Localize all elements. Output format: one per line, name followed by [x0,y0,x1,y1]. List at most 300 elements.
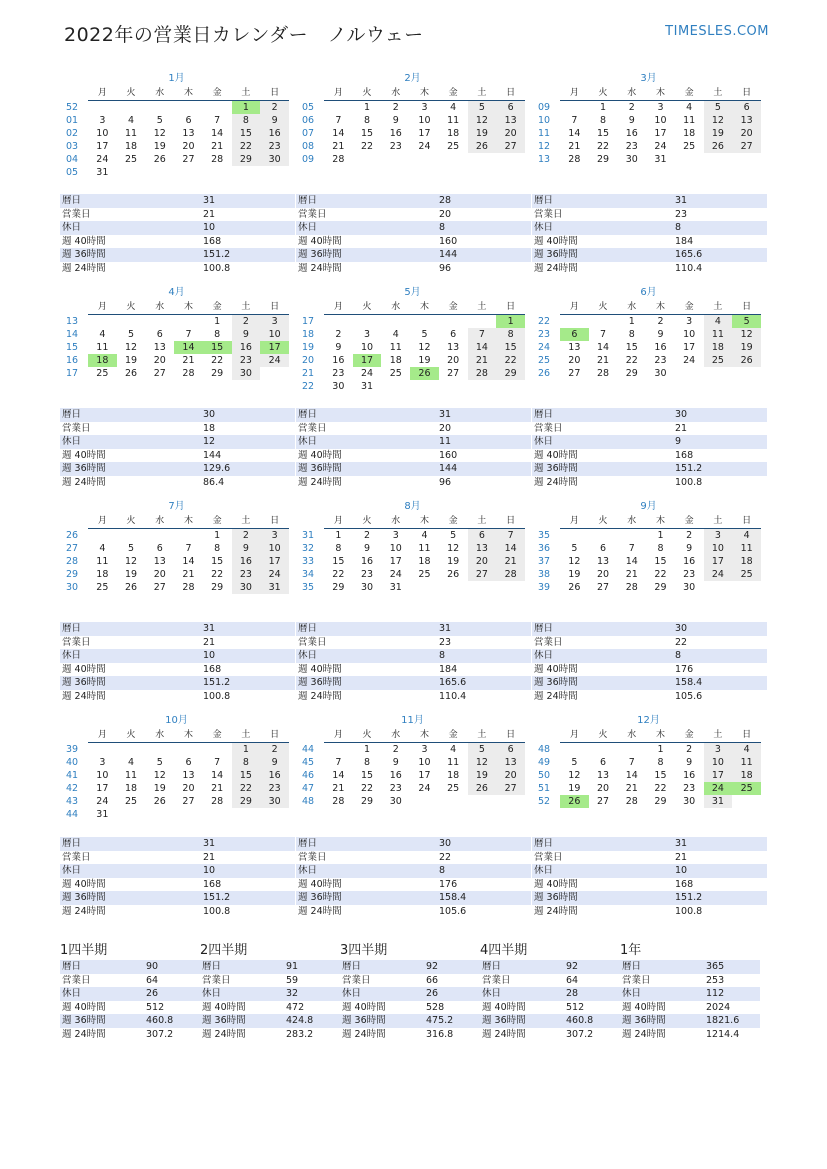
day-cell[interactable]: 3 [260,315,289,329]
day-cell[interactable]: 22 [654,783,667,794]
day-cell[interactable]: 15 [496,341,525,354]
day-cell[interactable]: 3 [421,744,428,755]
day-cell[interactable]: 4 [128,115,135,126]
day-cell[interactable]: 28 [597,368,610,379]
day-cell[interactable]: 25 [96,368,109,379]
day-cell[interactable]: 4 [128,757,135,768]
day-cell[interactable]: 27 [597,582,610,593]
day-cell[interactable]: 29 [232,153,261,166]
day-cell[interactable]: 21 [211,141,224,152]
day-cell[interactable]: 29 [597,154,610,165]
day-cell[interactable]: 25 [704,354,733,367]
day-cell[interactable]: 20 [153,569,166,580]
day-cell[interactable]: 11 [125,128,138,139]
day-cell[interactable]: 19 [125,355,138,366]
day-cell[interactable]: 19 [468,769,497,782]
day-cell[interactable]: 18 [96,569,109,580]
day-cell[interactable]: 13 [182,128,195,139]
day-cell[interactable]: 9 [232,542,261,555]
day-cell[interactable]: 6 [468,529,497,543]
day-cell[interactable]: 31 [96,809,109,820]
day-cell[interactable]: 16 [654,342,667,353]
day-cell[interactable]: 17 [704,769,733,782]
day-cell[interactable]: 11 [704,328,733,341]
day-cell[interactable]: 14 [625,556,638,567]
day-cell[interactable]: 16 [260,769,289,782]
day-cell[interactable]: 12 [468,114,497,127]
day-cell[interactable]: 25 [125,154,138,165]
day-cell[interactable]: 15 [597,128,610,139]
day-cell[interactable]: 8 [657,543,664,554]
day-cell[interactable]: 1 [364,744,371,755]
day-cell[interactable]: 16 [332,355,345,366]
day-cell[interactable]: 13 [732,114,761,127]
day-cell[interactable]: 28 [625,582,638,593]
day-cell[interactable]: 20 [568,355,581,366]
day-cell[interactable]: 23 [389,141,402,152]
day-cell[interactable]: 6 [450,329,457,340]
day-cell[interactable]: 13 [182,770,195,781]
day-cell[interactable]: 5 [704,101,733,115]
day-cell[interactable]: 6 [732,101,761,115]
day-cell[interactable]: 5 [571,757,578,768]
day-cell[interactable]: 3 [364,329,371,340]
day-cell[interactable]: 21 [182,569,195,580]
day-cell[interactable]: 14 [332,770,345,781]
day-cell[interactable]: 25 [418,569,431,580]
day-cell[interactable]: 4 [732,529,761,543]
day-cell[interactable]: 11 [732,756,761,769]
day-cell[interactable]: 9 [392,757,399,768]
day-cell[interactable]: 27 [447,368,460,379]
day-cell[interactable]: 8 [232,114,261,127]
day-cell[interactable]: 21 [568,141,581,152]
day-cell[interactable]: 1 [232,743,261,757]
day-cell[interactable]: 18 [389,355,402,366]
day-cell[interactable]: 22 [211,569,224,580]
day-cell[interactable]: 26 [125,582,138,593]
day-cell[interactable]: 14 [211,128,224,139]
day-cell[interactable]: 19 [418,355,431,366]
day-cell[interactable]: 5 [468,743,497,757]
day-cell[interactable]: 2 [657,316,664,327]
day-cell[interactable]: 4 [99,543,106,554]
day-cell[interactable]: 14 [211,770,224,781]
day-cell[interactable]: 22 [361,141,374,152]
day-cell[interactable]: 8 [496,328,525,341]
day-cell[interactable]: 27 [468,568,497,581]
day-cell[interactable]: 5 [156,115,163,126]
day-cell[interactable]: 31 [389,582,402,593]
day-cell[interactable]: 2 [392,744,399,755]
day-cell[interactable]: 13 [468,542,497,555]
day-cell[interactable]: 26 [568,582,581,593]
day-cell[interactable]: 1 [214,316,221,327]
day-cell[interactable]: 21 [182,355,195,366]
day-cell[interactable]: 24 [418,783,431,794]
day-cell[interactable]: 17 [389,556,402,567]
day-cell[interactable]: 10 [361,342,374,353]
day-cell[interactable]: 31 [96,167,109,178]
day-cell[interactable]: 23 [232,568,261,581]
day-cell[interactable]: 26 [447,569,460,580]
day-cell[interactable]: 30 [625,154,638,165]
day-cell[interactable]: 12 [153,770,166,781]
day-cell[interactable]: 30 [260,795,289,808]
day-cell[interactable]: 7 [214,757,221,768]
day-cell[interactable]: 22 [232,782,261,795]
day-cell[interactable]: 21 [597,355,610,366]
day-cell[interactable]: 17 [683,342,696,353]
day-cell[interactable]: 9 [232,328,261,341]
day-cell[interactable]: 30 [232,367,261,380]
day-cell[interactable]: 15 [361,770,374,781]
day-cell[interactable]: 1 [657,744,664,755]
day-cell[interactable]: 6 [496,101,525,115]
day-cell[interactable]: 26 [468,782,497,795]
day-cell[interactable]: 25 [732,782,761,795]
day-cell[interactable]: 23 [260,782,289,795]
day-cell[interactable]: 14 [182,556,195,567]
day-cell[interactable]: 10 [704,542,733,555]
day-cell[interactable]: 21 [332,783,345,794]
day-cell[interactable]: 7 [571,115,578,126]
day-cell[interactable]: 11 [125,770,138,781]
day-cell[interactable]: 12 [732,328,761,341]
day-cell[interactable]: 13 [568,342,581,353]
day-cell[interactable]: 4 [421,530,428,541]
day-cell[interactable]: 23 [683,783,696,794]
day-cell[interactable]: 1 [335,530,342,541]
day-cell[interactable]: 20 [597,569,610,580]
day-cell[interactable]: 6 [156,329,163,340]
day-cell[interactable]: 8 [364,115,371,126]
day-cell[interactable]: 2 [232,315,261,329]
day-cell[interactable]: 13 [597,556,610,567]
day-cell[interactable]: 20 [496,127,525,140]
day-cell[interactable]: 18 [704,341,733,354]
day-cell[interactable]: 17 [260,341,289,354]
day-cell[interactable]: 21 [332,141,345,152]
day-cell[interactable]: 10 [260,542,289,555]
day-cell[interactable]: 21 [625,569,638,580]
day-cell[interactable]: 20 [153,355,166,366]
day-cell[interactable]: 2 [232,529,261,543]
day-cell[interactable]: 18 [683,128,696,139]
day-cell[interactable]: 8 [214,543,221,554]
day-cell[interactable]: 8 [232,756,261,769]
day-cell[interactable]: 8 [600,115,607,126]
day-cell[interactable]: 14 [468,341,497,354]
day-cell[interactable]: 10 [260,328,289,341]
day-cell[interactable]: 11 [96,342,109,353]
day-cell[interactable]: 26 [410,367,439,380]
day-cell[interactable]: 6 [185,757,192,768]
day-cell[interactable]: 24 [96,154,109,165]
day-cell[interactable]: 10 [96,770,109,781]
day-cell[interactable]: 4 [686,102,693,113]
day-cell[interactable]: 10 [96,128,109,139]
day-cell[interactable]: 23 [625,141,638,152]
day-cell[interactable]: 14 [625,770,638,781]
day-cell[interactable]: 21 [625,783,638,794]
day-cell[interactable]: 9 [260,114,289,127]
day-cell[interactable]: 7 [468,328,497,341]
day-cell[interactable]: 3 [686,316,693,327]
day-cell[interactable]: 1 [657,530,664,541]
day-cell[interactable]: 7 [214,115,221,126]
day-cell[interactable]: 22 [625,355,638,366]
day-cell[interactable]: 11 [732,542,761,555]
day-cell[interactable]: 20 [468,555,497,568]
day-cell[interactable]: 17 [418,770,431,781]
day-cell[interactable]: 18 [447,128,460,139]
day-cell[interactable]: 18 [418,556,431,567]
day-cell[interactable]: 7 [600,329,607,340]
day-cell[interactable]: 27 [182,796,195,807]
day-cell[interactable]: 27 [153,582,166,593]
day-cell[interactable]: 16 [389,770,402,781]
day-cell[interactable]: 25 [683,141,696,152]
day-cell[interactable]: 12 [418,342,431,353]
day-cell[interactable]: 12 [568,770,581,781]
day-cell[interactable]: 2 [335,329,342,340]
day-cell[interactable]: 28 [625,796,638,807]
day-cell[interactable]: 27 [732,140,761,153]
day-cell[interactable]: 5 [156,757,163,768]
day-cell[interactable]: 3 [99,757,106,768]
day-cell[interactable]: 10 [704,756,733,769]
day-cell[interactable]: 25 [96,582,109,593]
day-cell[interactable]: 24 [389,569,402,580]
day-cell[interactable]: 10 [654,115,667,126]
day-cell[interactable]: 7 [335,757,342,768]
day-cell[interactable]: 13 [447,342,460,353]
day-cell[interactable]: 12 [468,756,497,769]
day-cell[interactable]: 19 [704,127,733,140]
day-cell[interactable]: 5 [421,329,428,340]
day-cell[interactable]: 18 [88,354,117,367]
day-cell[interactable]: 27 [182,154,195,165]
day-cell[interactable]: 24 [96,796,109,807]
day-cell[interactable]: 19 [125,569,138,580]
day-cell[interactable]: 9 [260,756,289,769]
day-cell[interactable]: 2 [364,530,371,541]
day-cell[interactable]: 27 [597,796,610,807]
day-cell[interactable]: 21 [211,783,224,794]
day-cell[interactable]: 6 [496,743,525,757]
day-cell[interactable]: 24 [704,568,733,581]
day-cell[interactable]: 29 [232,795,261,808]
day-cell[interactable]: 29 [654,796,667,807]
day-cell[interactable]: 16 [683,556,696,567]
day-cell[interactable]: 28 [182,582,195,593]
day-cell[interactable]: 7 [185,329,192,340]
day-cell[interactable]: 11 [389,342,402,353]
day-cell[interactable]: 23 [260,140,289,153]
day-cell[interactable]: 30 [260,153,289,166]
day-cell[interactable]: 8 [335,543,342,554]
day-cell[interactable]: 31 [654,154,667,165]
day-cell[interactable]: 22 [332,569,345,580]
day-cell[interactable]: 14 [174,341,203,354]
day-cell[interactable]: 19 [568,569,581,580]
day-cell[interactable]: 14 [568,128,581,139]
day-cell[interactable]: 30 [389,796,402,807]
day-cell[interactable]: 29 [332,582,345,593]
day-cell[interactable]: 9 [686,543,693,554]
day-cell[interactable]: 11 [447,757,460,768]
day-cell[interactable]: 28 [332,796,345,807]
day-cell[interactable]: 3 [657,102,664,113]
day-cell[interactable]: 1 [600,102,607,113]
day-cell[interactable]: 1 [496,315,525,329]
day-cell[interactable]: 27 [496,782,525,795]
day-cell[interactable]: 24 [418,141,431,152]
day-cell[interactable]: 4 [99,329,106,340]
day-cell[interactable]: 30 [232,581,261,594]
day-cell[interactable]: 22 [211,355,224,366]
day-cell[interactable]: 12 [704,114,733,127]
day-cell[interactable]: 12 [125,342,138,353]
day-cell[interactable]: 31 [361,381,374,392]
day-cell[interactable]: 3 [704,743,733,757]
day-cell[interactable]: 19 [447,556,460,567]
day-cell[interactable]: 10 [389,543,402,554]
day-cell[interactable]: 17 [353,354,382,367]
day-cell[interactable]: 15 [654,556,667,567]
day-cell[interactable]: 6 [600,757,607,768]
day-cell[interactable]: 28 [182,368,195,379]
day-cell[interactable]: 14 [496,542,525,555]
day-cell[interactable]: 13 [597,770,610,781]
day-cell[interactable]: 22 [232,140,261,153]
day-cell[interactable]: 13 [496,756,525,769]
day-cell[interactable]: 9 [657,329,664,340]
day-cell[interactable]: 16 [232,555,261,568]
day-cell[interactable]: 15 [332,556,345,567]
day-cell[interactable]: 14 [332,128,345,139]
day-cell[interactable]: 11 [96,556,109,567]
day-cell[interactable]: 29 [496,367,525,380]
day-cell[interactable]: 15 [203,341,232,354]
day-cell[interactable]: 3 [421,102,428,113]
day-cell[interactable]: 24 [654,141,667,152]
day-cell[interactable]: 7 [335,115,342,126]
day-cell[interactable]: 3 [704,529,733,543]
day-cell[interactable]: 21 [468,354,497,367]
day-cell[interactable]: 23 [232,354,261,367]
day-cell[interactable]: 28 [568,154,581,165]
day-cell[interactable]: 29 [625,368,638,379]
day-cell[interactable]: 3 [260,529,289,543]
day-cell[interactable]: 9 [364,543,371,554]
day-cell[interactable]: 6 [185,115,192,126]
day-cell[interactable]: 1 [214,530,221,541]
day-cell[interactable]: 30 [683,582,696,593]
day-cell[interactable]: 1 [628,316,635,327]
day-cell[interactable]: 18 [125,141,138,152]
day-cell[interactable]: 20 [597,783,610,794]
day-cell[interactable]: 12 [153,128,166,139]
day-cell[interactable]: 22 [597,141,610,152]
day-cell[interactable]: 19 [732,341,761,354]
day-cell[interactable]: 31 [260,581,289,594]
day-cell[interactable]: 15 [232,769,261,782]
day-cell[interactable]: 12 [568,556,581,567]
day-cell[interactable]: 19 [153,141,166,152]
day-cell[interactable]: 28 [496,568,525,581]
day-cell[interactable]: 30 [654,368,667,379]
day-cell[interactable]: 5 [732,315,761,329]
day-cell[interactable]: 2 [392,102,399,113]
day-cell[interactable]: 18 [732,555,761,568]
day-cell[interactable]: 17 [704,555,733,568]
day-cell[interactable]: 2 [260,743,289,757]
day-cell[interactable]: 9 [628,115,635,126]
day-cell[interactable]: 16 [625,128,638,139]
day-cell[interactable]: 16 [683,770,696,781]
day-cell[interactable]: 28 [211,154,224,165]
day-cell[interactable]: 4 [704,315,733,329]
day-cell[interactable]: 16 [232,341,261,354]
day-cell[interactable]: 29 [211,582,224,593]
day-cell[interactable]: 16 [361,556,374,567]
day-cell[interactable]: 13 [153,556,166,567]
day-cell[interactable]: 22 [361,783,374,794]
day-cell[interactable]: 2 [686,744,693,755]
day-cell[interactable]: 24 [361,368,374,379]
day-cell[interactable]: 15 [211,556,224,567]
day-cell[interactable]: 18 [447,770,460,781]
day-cell[interactable]: 17 [654,128,667,139]
day-cell[interactable]: 24 [704,782,733,795]
day-cell[interactable]: 20 [732,127,761,140]
day-cell[interactable]: 26 [125,368,138,379]
day-cell[interactable]: 8 [628,329,635,340]
day-cell[interactable]: 10 [418,757,431,768]
day-cell[interactable]: 18 [732,769,761,782]
day-cell[interactable]: 24 [260,354,289,367]
day-cell[interactable]: 11 [683,115,696,126]
day-cell[interactable]: 20 [447,355,460,366]
day-cell[interactable]: 16 [260,127,289,140]
day-cell[interactable]: 1 [364,102,371,113]
day-cell[interactable]: 17 [96,141,109,152]
day-cell[interactable]: 5 [571,543,578,554]
day-cell[interactable]: 6 [156,543,163,554]
day-cell[interactable]: 11 [418,543,431,554]
day-cell[interactable]: 15 [232,127,261,140]
day-cell[interactable]: 11 [447,115,460,126]
day-cell[interactable]: 14 [597,342,610,353]
day-cell[interactable]: 2 [260,101,289,115]
day-cell[interactable]: 24 [260,568,289,581]
day-cell[interactable]: 23 [361,569,374,580]
day-cell[interactable]: 29 [654,582,667,593]
day-cell[interactable]: 15 [654,770,667,781]
day-cell[interactable]: 17 [418,128,431,139]
day-cell[interactable]: 29 [211,368,224,379]
day-cell[interactable]: 7 [185,543,192,554]
day-cell[interactable]: 15 [361,128,374,139]
day-cell[interactable]: 5 [468,101,497,115]
day-cell[interactable]: 13 [153,342,166,353]
day-cell[interactable]: 4 [392,329,399,340]
day-cell[interactable]: 21 [496,555,525,568]
day-cell[interactable]: 7 [496,529,525,543]
day-cell[interactable]: 2 [628,102,635,113]
